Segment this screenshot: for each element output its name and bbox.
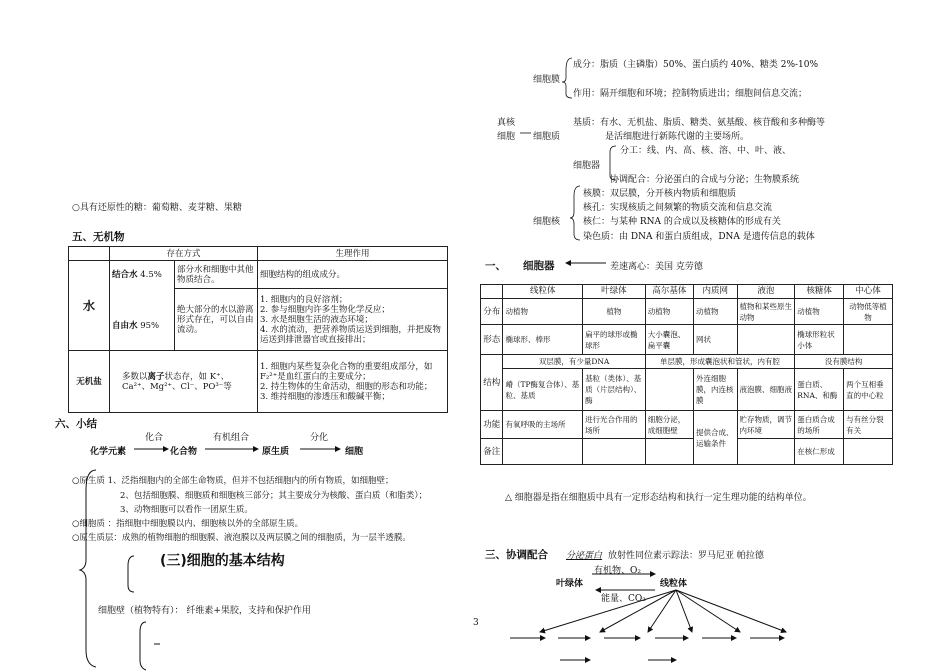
func-vacuole: 贮存物质，调节内环境	[737, 411, 795, 439]
section-basic-structure: (三)细胞的基本结构	[160, 553, 285, 569]
header-mitochondria: 线粒体	[503, 285, 583, 299]
small-brace-1	[128, 556, 134, 592]
dist-mitochondria: 动植物	[503, 299, 583, 325]
bound-water-label: 结合水	[112, 269, 138, 280]
salt-func-3: 3. 维持细胞的渗透压和酸碱平衡；	[260, 391, 390, 402]
bound-water-pct: 4.5%	[140, 269, 162, 280]
struct-ribosome: 蛋白质、RNA、和酶	[795, 369, 844, 411]
header-function: 生理作用	[258, 247, 448, 261]
note-ribosome: 在核仁形成	[795, 439, 844, 465]
shape-chloroplast: 扁平的球形或椭球形	[583, 325, 646, 355]
free-water-label: 自由水	[112, 320, 138, 331]
salt-ion: 离子	[147, 371, 165, 382]
nucleus-label: 细胞核	[533, 217, 561, 227]
dist-chloroplast: 植物	[583, 299, 646, 325]
shape-mitochondria: 椭球形、棒形	[503, 325, 583, 355]
row-label-notes: 备注	[481, 439, 503, 465]
nuclear-envelope: 核膜：双层膜，分开核内物质和细胞质	[583, 189, 737, 199]
flow-node-compounds: 化合物	[170, 447, 198, 457]
dist-golgi: 动植物	[645, 299, 693, 325]
row-label-structure: 结构	[481, 355, 503, 411]
organelle-word: 细胞器	[573, 161, 601, 171]
salt-func-2: 2. 持生物体的生命活动，细胞的形态和功能；	[260, 381, 433, 392]
header-existence: 存在方式	[110, 247, 258, 261]
membrane-brace	[562, 58, 572, 98]
bound-water-function: 细胞结构的组成成分。	[258, 261, 448, 289]
shape-golgi: 大小囊泡、扁平囊	[645, 325, 693, 355]
cytoplasm-label: 细胞质	[533, 132, 561, 142]
dist-vacuole: 植物和某些原生动物	[737, 299, 795, 325]
section-1-title: 一、	[485, 260, 506, 272]
section-5-title: 五、无机物	[72, 231, 125, 243]
struct-vacuole: 液泡膜、细胞液	[737, 369, 795, 411]
page-number: 3	[473, 618, 479, 628]
flow-node-cell: 细胞	[345, 447, 364, 457]
matrix-line: 基质：有水、无机盐、脂质、糖类、氨基酸、核苷酸和多种酶等	[573, 118, 826, 128]
header-chloroplast: 叶绿体	[583, 285, 646, 299]
reducing-sugar-note: ○具有还原性的糖：葡萄糖、麦芽糖、果糖	[72, 203, 242, 213]
free-func-4: 4. 水的流动，把营养物质运送到细胞，并把废物运送到排泄器官或直接排出；	[260, 324, 441, 345]
dist-centrosome: 动物低等植物	[844, 299, 893, 325]
inorganic-salt-label: 无机盐	[69, 351, 110, 413]
free-func-1: 1. 细胞内的良好溶剂；	[260, 294, 348, 305]
fan-arrow-4	[676, 590, 692, 632]
flow-label-1: 化合	[145, 433, 164, 443]
section-3-subtitle: 分泌蛋白	[566, 551, 603, 561]
dist-er: 动植物	[693, 299, 737, 325]
note-protoplasm-2: 2、包括细胞膜、细胞质和细胞核三部分；其主要成分为核酸、蛋白质（和脂类）；	[120, 491, 428, 501]
mitochondria-node: 线粒体	[660, 579, 688, 589]
row-label-distribution: 分布	[481, 299, 503, 325]
salt-desc-post: 状态存，如 K⁺、Ca²⁺、Mg²⁺、Cl⁻、PO³⁻等	[122, 371, 232, 392]
water-label: 水	[69, 261, 110, 351]
header-centrosome: 中心体	[844, 285, 893, 299]
membrane-function: 作用：隔开细胞和环境；控制物质进出；细胞间信息交流；	[573, 89, 808, 99]
section-1-name: 细胞器	[523, 260, 555, 272]
big-brace	[80, 470, 96, 667]
section-3-title: 三、协调配合	[485, 549, 548, 561]
fan-arrow-3	[648, 590, 676, 632]
free-func-3: 3. 水是细胞生活的液态环境；	[260, 314, 373, 325]
membrane-none: 没有膜结构	[795, 355, 893, 369]
chromatin-line: 染色质：由 DNA 和蛋白质组成，DNA 是遗传信息的载体	[583, 232, 815, 242]
row-label-function: 功能	[481, 411, 503, 439]
shape-ribosome: 椭球形粒状小体	[795, 325, 844, 355]
cell-wall-note: 细胞壁（植物特有）： 纤维素+果胶，支持和保护作用	[98, 606, 311, 616]
func-centrosome: 与有丝分裂有关	[844, 411, 893, 439]
arrow-top-label: 有机物、O₂	[594, 566, 641, 576]
division-line: 分工：线、内、高、核、溶、中、叶、液、	[620, 146, 792, 156]
bound-water-desc: 部分水和细胞中其他物质结合。	[175, 261, 258, 289]
nucleolus-line: 核仁：与某种 RNA 的合成以及核糖体的形成有关	[583, 217, 781, 227]
header-er: 内质网	[693, 285, 737, 299]
struct-mitochondria: 嵴（TP酶复合体）、基粒、基质	[503, 369, 583, 411]
header-golgi: 高尔基体	[645, 285, 693, 299]
matrix-line-2: 是活细胞进行新陈代谢的主要场所。	[605, 132, 750, 142]
struct-er: 外连细胞膜，内连核膜	[693, 369, 737, 411]
arrow-bottom-label: 能量、CO₂	[601, 594, 646, 604]
flow-label-3: 分化	[310, 433, 329, 443]
header-ribosome: 核糖体	[795, 285, 844, 299]
row-label-shape: 形态	[481, 325, 503, 355]
free-func-2: 2. 参与细胞内许多生物化学反应；	[260, 304, 390, 315]
note-protoplasm-3: 3、动物细胞可以看作一团原生质。	[120, 505, 253, 515]
membrane-single: 单层膜，形成囊泡状和管状，内有腔	[645, 355, 795, 369]
flow-node-protoplasm: 原生质	[262, 447, 290, 457]
func-chloroplast: 进行光合作用的场所	[583, 411, 646, 439]
chloroplast-node: 叶绿体	[556, 579, 584, 589]
section-6-title: 六、小结	[55, 418, 97, 430]
salt-func-1: 1. 细胞内某些复杂化合物的重要组成部分，如 F₂²⁺是血红蛋白的主要成分；	[260, 361, 433, 382]
struct-chloroplast: 基粒（类体）、基质（片层结构）、酶	[583, 369, 646, 411]
func-ribosome: 蛋白质合成的场所	[795, 411, 844, 439]
note-cytoplasm: ○细胞质 ：指细胞中细胞膜以内、细胞核以外的全部原生质。	[72, 519, 304, 529]
shape-er: 网状	[693, 325, 737, 355]
membrane-double: 双层膜，有少量DNA	[503, 355, 645, 369]
membrane-label: 细胞膜	[533, 75, 561, 85]
cell-label: 细胞	[497, 132, 516, 142]
func-mitochondria: 有氧呼吸的主场所	[503, 411, 583, 439]
func-er: 提供合成、运输条件	[693, 411, 737, 465]
salt-desc-pre: 多数以	[122, 371, 148, 382]
func-golgi: 细胞分泌，成细胞壁	[645, 411, 693, 439]
nuclear-pore: 核孔：实现核质之间频繁的物质交流和信息交流	[583, 203, 773, 213]
free-water-pct: 95%	[140, 320, 160, 331]
flow-label-2: 有机组合	[213, 433, 250, 443]
note-protoplasm-1: ○原生质 1、泛指细胞内的全部生命物质，但并不包括细胞内的所有物质，如细胞壁；	[72, 476, 394, 486]
free-water-desc: 绝大部分的水以游离形式存在，可以自由流动。	[175, 289, 258, 351]
section-1-method: 差速离心：美国 克劳德	[610, 262, 703, 272]
coordination-line: 协调配合：分泌蛋白的合成与分泌；生物膜系统	[610, 175, 800, 185]
section-3-method: 放射性同位素示踪法：罗马尼亚 帕拉德	[608, 551, 764, 561]
fan-arrow-1	[540, 590, 676, 632]
flow-node-elements: 化学元素	[90, 447, 127, 457]
fan-arrow-2	[600, 590, 676, 632]
dist-ribosome: 动植物	[795, 299, 844, 325]
nucleus-brace	[570, 186, 580, 240]
small-brace-2	[140, 622, 146, 670]
struct-centrosome: 两个互相垂直的中心粒	[844, 369, 893, 411]
header-vacuole: 液泡	[737, 285, 795, 299]
eukaryote-label: 真核	[497, 118, 516, 128]
organelle-brace	[610, 146, 616, 180]
organelle-definition-note: △ 细胞器是指在细胞质中具有一定形态结构和执行一定生理功能的结构单位。	[505, 493, 812, 503]
membrane-composition: 成分：脂质（主磷脂）50%、蛋白质约 40%、糖类 2%-10%	[573, 60, 819, 70]
note-protoplasm-layer: ○原生质层：成熟的植物细胞的细胞膜、液泡膜以及两层膜之间的细胞质，为一层半透膜。	[72, 533, 411, 543]
